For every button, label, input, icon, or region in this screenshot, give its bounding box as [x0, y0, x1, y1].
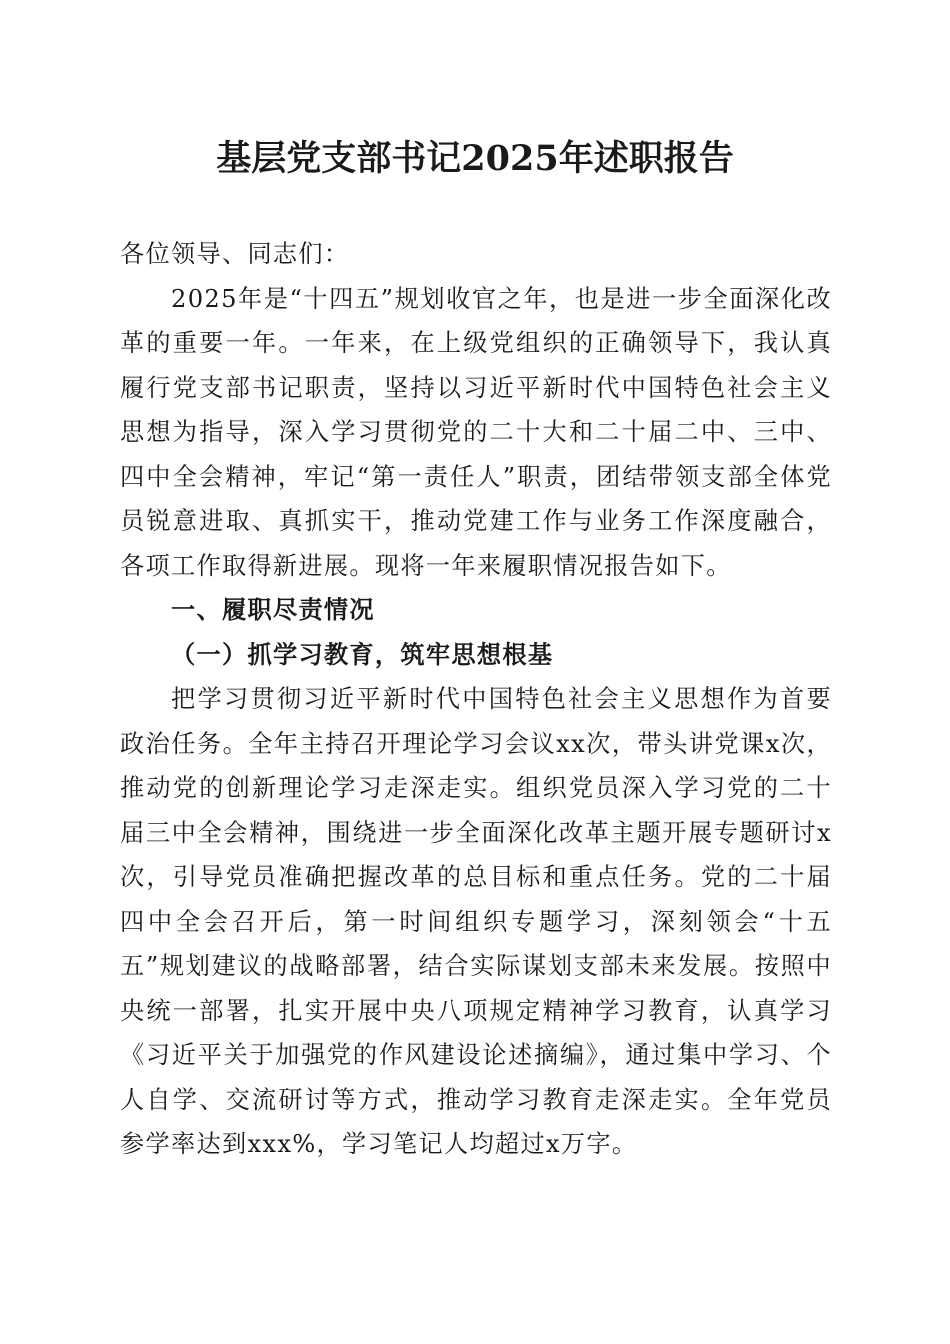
body-paragraph: 把学习贯彻习近平新时代中国特色社会主义思想作为首要政治任务。全年主持召开理论学习会议xx次，带头讲党课x次，推动党的创新理论学习走深走实。组织党员深入学习党的二十届三中全会精神，围绕进一步全面深化改革主题开展专题研讨x次，引导党员准确把握改革的总目标和重点任务。党的二十届四中全会召开后，第一时间组织专题学习，深刻领会“十五五”规划建议的战略部署，结合实际谋划支部未来发展。按照中央统一部署，扎实开展中央八项规定精神学习教育，认真学习《习近平关于加强党的作风建设论述摘编》，通过集中学习、个人自学、交流研讨等方式，推动学习教育走深走实。全年党员参学率达到xxx%，学习笔记人均超过x万字。	[120, 685, 832, 1158]
subsection-heading: （一）抓学习教育，筑牢思想根基	[171, 639, 554, 669]
section-heading: 一、履职尽责情况	[171, 596, 375, 624]
salutation: 各位领导、同志们：	[120, 240, 350, 268]
document-title: 基层党支部书记2025年述职报告	[216, 138, 734, 179]
intro-paragraph: 2025年是“十四五”规划收官之年，也是进一步全面深化改革的重要一年。一年来，在上级党组织的正确领导下，我认真履行党支部书记职责，坚持以习近平新时代中国特色社会主义思想为指导，深入学习贯彻党的二十大和二十届二中、三中、四中全会精神，牢记“第一责任人”职责，团结带领支部全体党员锐意进取、真抓实干，推动党建工作与业务工作深度融合，各项工作取得新进展。现将一年来履职情况报告如下。	[120, 284, 832, 580]
document-body	[120, 232, 832, 1167]
